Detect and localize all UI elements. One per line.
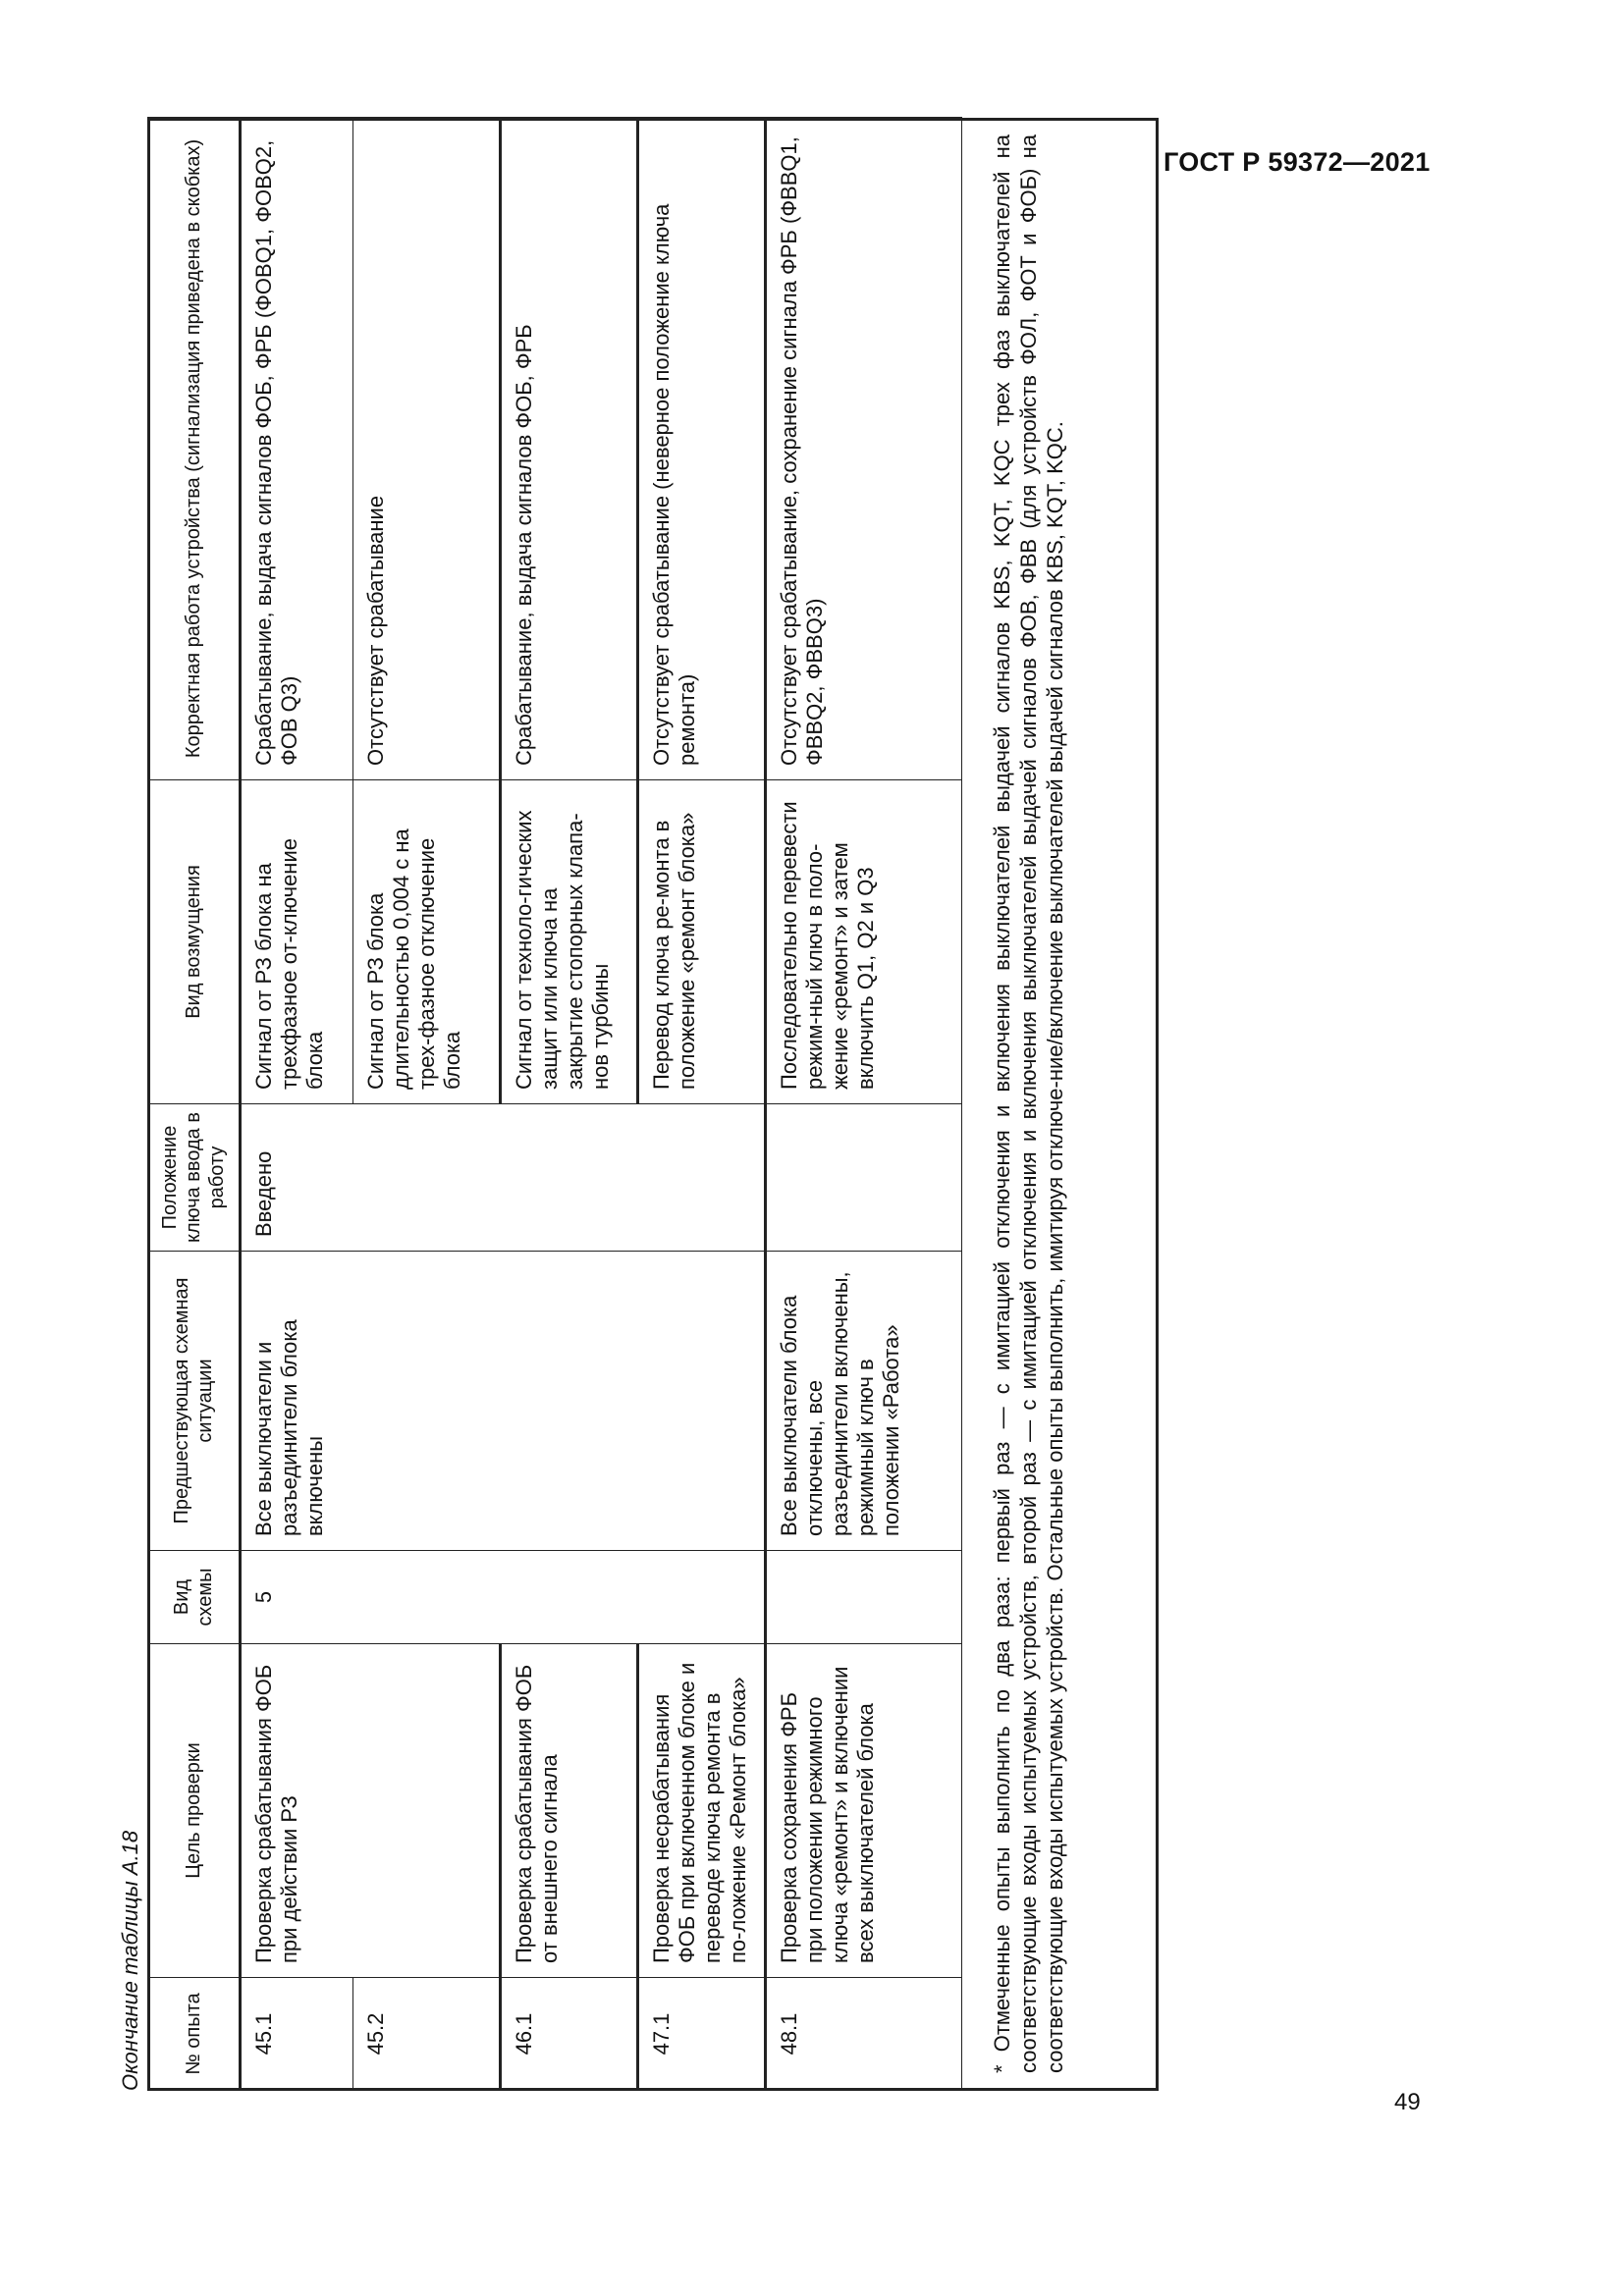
test-goal: Проверка несрабатывания ФОБ при включенном блоке и переводе ключа ремонта в по-ложение «Ремонт блока» <box>638 1644 766 1978</box>
footnote: * Отмеченные опыты выполнить по два раза: первый раз — с имитацией отключения и включения выключателей выдачей сигналов KBS, KQT, KQC трех фаз выключателей на соответствующие входы испытуемых устройств, второй раз — с имитацией отключения и включения выключателей выдачей сигналов ФОВ, ФВВ (для устройств ФОЛ, ФОТ и ФОБ) на соответствующие входы испытуемых устройств. Остальные опыты выполнить, имитируя отключе-ние/включение выключателей выдачей сигналов KBS, KQT, KQC. <box>990 134 1067 2073</box>
table-caption: Окончание таблицы А.18 <box>118 1830 142 2091</box>
table-row <box>241 118 353 2091</box>
table-row <box>766 118 962 2091</box>
rotated-table-block <box>108 118 1159 2091</box>
column-header: Цель проверки <box>148 1644 241 1978</box>
correct-operation: Отсутствует срабатывание, сохранение сигнала ФРБ (ФВВQ1, ФВВQ2, ФВВQ3) <box>766 118 962 780</box>
key-position: Введено <box>241 1104 766 1252</box>
disturbance-type: Последовательно перевести режим-ный ключ в поло-жение «ремонт» и затем включить Q1, Q2 и Q3 <box>766 780 962 1104</box>
correct-operation: Срабатывание, выдача сигналов ФОБ, ФРБ (ФОВQ1, ФОВQ2, ФОВ Q3) <box>241 118 353 780</box>
test-goal: Проверка срабатывания ФОБ при действии РЗ <box>241 1644 501 1978</box>
test-number: 45.1 <box>241 1978 353 2091</box>
test-number: 45.2 <box>353 1978 501 2091</box>
column-header: № опыта <box>148 1978 241 2091</box>
column-header: Предшествующая схемная ситуации <box>148 1252 241 1551</box>
test-number: 46.1 <box>501 1978 638 2091</box>
disturbance-type: Перевод ключа ре-монта в положение «ремонт блока» <box>638 780 766 1104</box>
correct-operation: Срабатывание, выдача сигналов ФОБ, ФРБ <box>501 118 638 780</box>
column-header: Вид возмущения <box>148 780 241 1104</box>
disturbance-type: Сигнал от РЗ блока длительностью 0,004 с на трех-фазное отключение блока <box>353 780 501 1104</box>
test-number: 48.1 <box>766 1978 962 2091</box>
scheme-type: 5 <box>241 1551 766 1644</box>
table-header-row <box>148 118 241 2091</box>
column-header: Положение ключа ввода в работу <box>148 1104 241 1252</box>
page-number: 49 <box>1394 2089 1421 2115</box>
test-number: 47.1 <box>638 1978 766 2091</box>
disturbance-type: Сигнал от техноло-гических защит или ключа на закрытие стопорных клапа-нов турбины <box>501 780 638 1104</box>
column-header: Вид схемы <box>148 1551 241 1644</box>
correct-operation: Отсутствует срабатывание <box>353 118 501 780</box>
test-goal: Проверка сохранения ФРБ при положении режимного ключа «ремонт» и включении всех выключателей блока <box>766 1644 962 1978</box>
test-goal: Проверка срабатывания ФОБ от внешнего сигнала <box>501 1644 638 1978</box>
preceding-situation: Все выключатели и разъединители блока включены <box>241 1252 766 1551</box>
test-table <box>147 117 962 2091</box>
preceding-situation: Все выключатели блока отключены, все разъединители включены, режимный ключ в положении «Работа» <box>766 1252 962 1551</box>
key-position <box>766 1104 962 1252</box>
column-header: Корректная работа устройства (сигнализация приведена в скобках) <box>148 118 241 780</box>
standard-code: ГОСТ Р 59372—2021 <box>1164 147 1431 177</box>
correct-operation: Отсутствует срабатывание (неверное положение ключа ремонта) <box>638 118 766 780</box>
scheme-type <box>766 1551 962 1644</box>
disturbance-type: Сигнал от РЗ блока на трехфазное от-ключение блока <box>241 780 353 1104</box>
